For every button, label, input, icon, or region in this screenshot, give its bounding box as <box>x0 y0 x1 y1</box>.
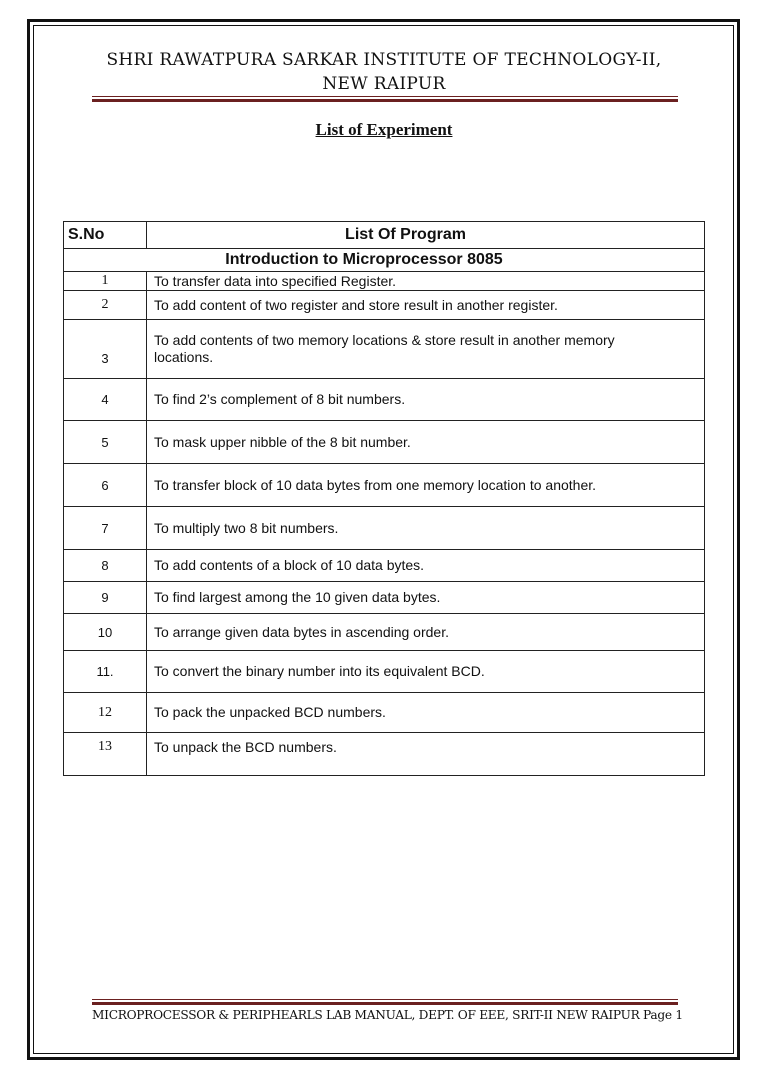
row-number: 2 <box>64 291 147 320</box>
row-text: To multiply two 8 bit numbers. <box>147 507 705 550</box>
table-row <box>64 507 705 550</box>
row-text: To arrange given data bytes in ascending order. <box>147 614 705 651</box>
table-row <box>64 421 705 464</box>
row-number: 7 <box>64 507 147 550</box>
table-row <box>64 272 705 291</box>
row-number: 3 <box>64 320 147 379</box>
experiment-table <box>63 221 705 776</box>
row-text: To convert the binary number into its equivalent BCD. <box>147 651 705 693</box>
row-text: To add content of two register and store result in another register. <box>147 291 705 320</box>
header-rule-thin <box>92 96 678 97</box>
row-text: To add contents of two memory locations & store result in another memory locations. <box>147 320 705 379</box>
row-text: To transfer block of 10 data bytes from one memory location to another. <box>147 464 705 507</box>
row-number: 8 <box>64 550 147 582</box>
footer-rule-thin <box>92 999 678 1000</box>
table-row <box>64 693 705 733</box>
row-text: To mask upper nibble of the 8 bit number. <box>147 421 705 464</box>
row-text: To find largest among the 10 given data bytes. <box>147 582 705 614</box>
table-row <box>64 320 705 379</box>
header-line-2: NEW RAIPUR <box>322 74 446 94</box>
header-rule-thick <box>92 99 678 102</box>
row-number: 6 <box>64 464 147 507</box>
header-line-1: SHRI RAWATPURA SARKAR INSTITUTE OF TECHNOLOGY-II, <box>106 50 662 70</box>
row-number: 5 <box>64 421 147 464</box>
row-number: 9 <box>64 582 147 614</box>
table-row <box>64 582 705 614</box>
row-number: 12 <box>64 693 147 733</box>
row-number: 11. <box>64 651 147 693</box>
column-header-program: List Of Program <box>147 222 705 249</box>
table-row <box>64 291 705 320</box>
row-number: 13 <box>64 733 147 776</box>
row-text: To transfer data into specified Register. <box>147 272 705 291</box>
footer-rule-thick <box>92 1002 678 1005</box>
page-title: List of Experiment <box>315 120 453 139</box>
table-row <box>64 550 705 582</box>
row-text: To find 2’s complement of 8 bit numbers. <box>147 379 705 421</box>
page-number: Page 1 <box>643 1008 683 1022</box>
table-row <box>64 614 705 651</box>
institute-header <box>40 48 728 96</box>
row-number: 1 <box>64 272 147 291</box>
row-number: 10 <box>64 614 147 651</box>
row-text: To pack the unpacked BCD numbers. <box>147 693 705 733</box>
row-text: To add contents of a block of 10 data bytes. <box>147 550 705 582</box>
table-row <box>64 733 705 776</box>
table-header-row <box>64 222 705 249</box>
section-title: Introduction to Microprocessor 8085 <box>64 249 705 272</box>
footer-text: MICROPROCESSOR & PERIPHEARLS LAB MANUAL, DEPT. OF EEE, SRIT-II NEW RAIPUR <box>92 1008 640 1022</box>
table-row <box>64 379 705 421</box>
table-row <box>64 651 705 693</box>
section-row <box>64 249 705 272</box>
column-header-sno: S.No <box>64 222 147 249</box>
table-row <box>64 464 705 507</box>
page-footer <box>92 1008 682 1022</box>
row-text: To unpack the BCD numbers. <box>147 733 705 776</box>
row-number: 4 <box>64 379 147 421</box>
